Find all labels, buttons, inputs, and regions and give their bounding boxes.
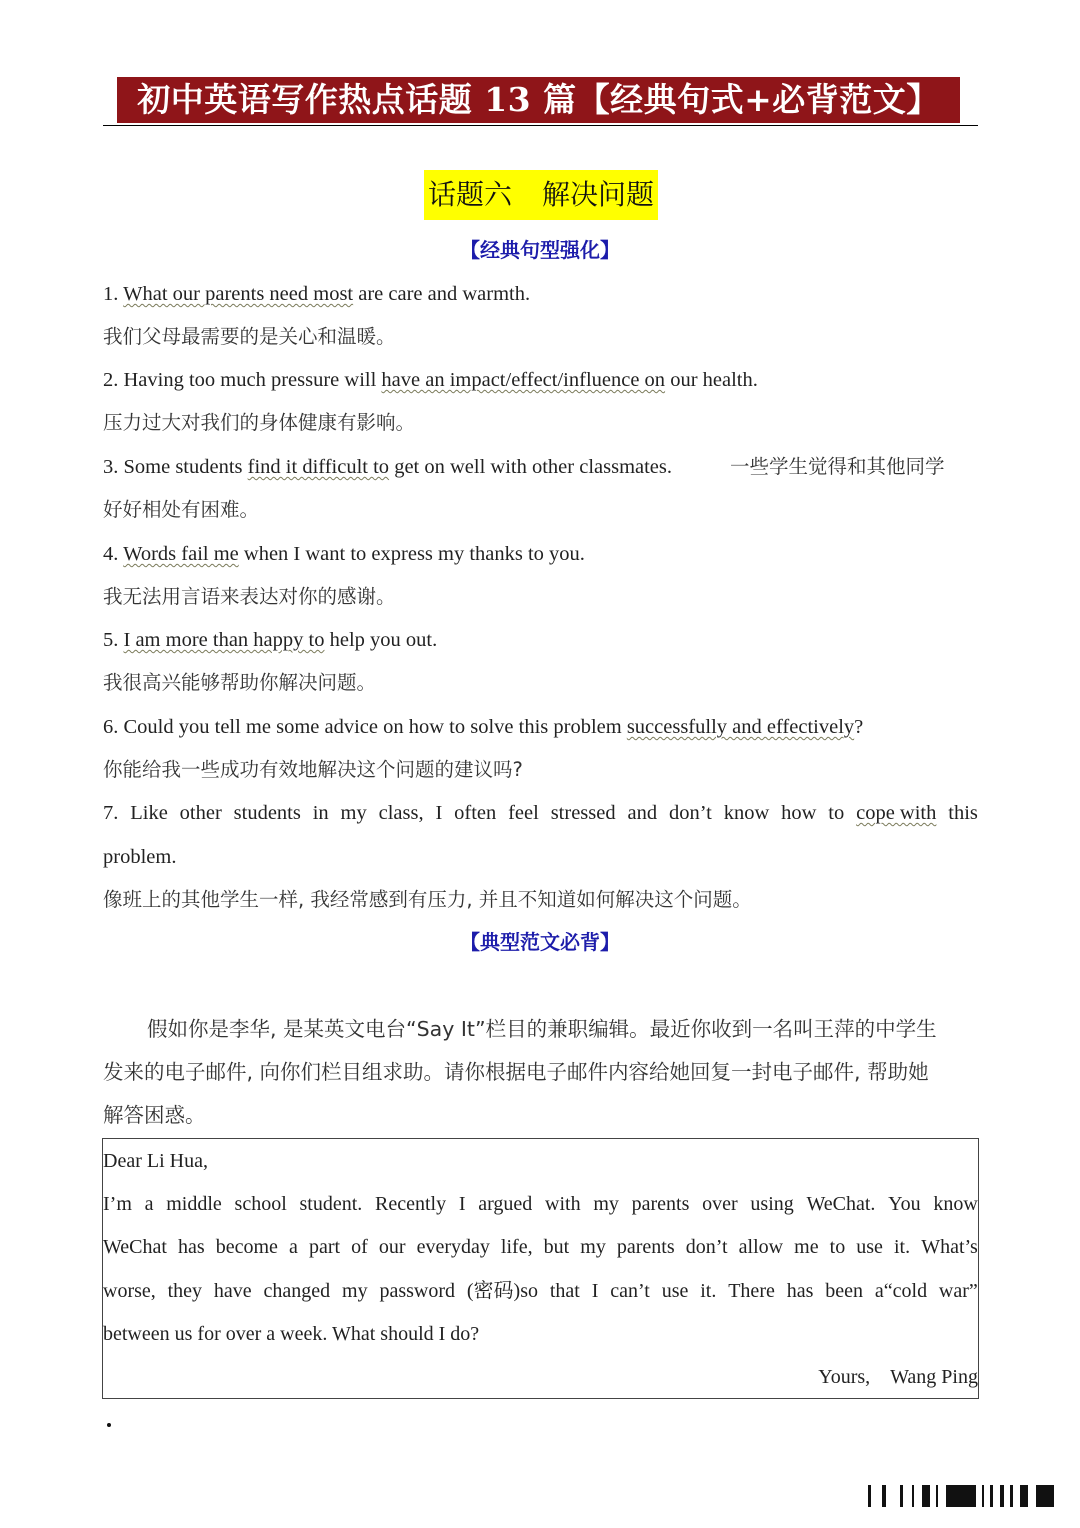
sentence-3-zh-inline: 一些学生觉得和其他同学 [730, 455, 945, 478]
sentence-5-en: 5. I am more than happy to help you out. [103, 629, 438, 651]
letter-line-2 [103, 1233, 978, 1261]
sentence-2-en: 2. Having too much pressure will have an impact/effect/influence on our health. [103, 369, 758, 391]
letter-word: WeChat [103, 1236, 167, 1258]
letter-word: war” [938, 1280, 978, 1302]
letter-word: everyday [416, 1236, 490, 1258]
letter-word: You [888, 1193, 921, 1215]
letter-box [102, 1138, 979, 1399]
bullet-dot [107, 1423, 111, 1427]
letter-word: they [167, 1280, 203, 1302]
letter-word: (密码)so [466, 1280, 538, 1302]
sentence-4-en: 4. Words fail me when I want to express my thanks to you. [103, 543, 585, 565]
prompt-line-3: 解答困惑。 [103, 1103, 206, 1127]
letter-word: a [144, 1193, 154, 1215]
sentence-4-zh: 我无法用言语来表达对你的感谢。 [103, 585, 396, 608]
letter-word: using [750, 1193, 794, 1215]
letter-word: parents [616, 1236, 675, 1258]
letter-word: Recently [375, 1193, 447, 1215]
prompt-line-2: 发来的电子邮件, 向你们栏目组求助。请你根据电子邮件内容给她回复一封电子邮件, 帮助她 [103, 1060, 929, 1084]
letter-line-1 [103, 1190, 978, 1218]
sentence-7-en-tail: problem. [103, 846, 177, 868]
letter-word: worse, [103, 1280, 156, 1302]
sentence-3-en: 3. Some students find it difficult to get on well with other classmates. [103, 456, 673, 478]
letter-closing: Yours, [818, 1366, 871, 1388]
letter-word: life, [500, 1236, 533, 1258]
letter-word: school [234, 1193, 287, 1215]
letter-word: it. [894, 1236, 911, 1258]
topic-title [424, 170, 658, 220]
letter-word: allow [738, 1236, 784, 1258]
letter-word: There [728, 1280, 775, 1302]
sentence-6-zh: 你能给我一些成功有效地解决这个问题的建议吗? [103, 758, 523, 781]
letter-word: What’s [921, 1236, 978, 1258]
letter-word: with [545, 1193, 581, 1215]
letter-line-3 [103, 1277, 978, 1305]
sentence-1-zh: 我们父母最需要的是关心和温暖。 [103, 325, 396, 348]
letter-word: can’t [610, 1280, 650, 1302]
topic-name: 解决问题 [542, 178, 655, 211]
letter-word: password [379, 1280, 456, 1302]
letter-word: me [794, 1236, 819, 1258]
page-title: 初中英语写作热点话题 13 篇【经典句式+必背范文】 [117, 77, 960, 123]
letter-line-4: between us for over a week. What should I do? [103, 1323, 480, 1345]
letter-word: my [593, 1193, 619, 1215]
letter-word: I [591, 1280, 599, 1302]
sentence-2-zh: 压力过大对我们的身体健康有影响。 [103, 411, 416, 434]
letter-word: it. [700, 1280, 717, 1302]
prompt-line-1: 假如你是李华, 是某英文电台“Say It”栏目的兼职编辑。最近你收到一名叫王萍的中学生 [147, 1017, 937, 1041]
letter-word: has [786, 1280, 814, 1302]
essay-heading: 【典型范文必背】 [460, 930, 620, 954]
letter-signature: Wang Ping [890, 1366, 978, 1388]
letter-word: that [549, 1280, 580, 1302]
letter-word: part [308, 1236, 341, 1258]
letter-word: has [178, 1236, 205, 1258]
sentence-7-en: 7. Like other students in my class, I often feel stressed and don’t know how to cope with this [103, 802, 978, 824]
letter-word: use [856, 1236, 883, 1258]
title-rule [103, 125, 978, 126]
letter-word: but [543, 1236, 570, 1258]
letter-word: use [661, 1280, 689, 1302]
letter-word: our [378, 1236, 406, 1258]
letter-word: argued [478, 1193, 533, 1215]
letter-signoff [818, 1363, 978, 1391]
letter-greeting: Dear Li Hua, [103, 1150, 208, 1172]
letter-word: my [342, 1280, 368, 1302]
letter-word: middle [166, 1193, 222, 1215]
letter-word: student. [299, 1193, 363, 1215]
sentence-6-en: 6. Could you tell me some advice on how to solve this problem successfully and effectively? [103, 716, 864, 738]
letter-word: over [702, 1193, 738, 1215]
sentence-5-zh: 我很高兴能够帮助你解决问题。 [103, 671, 377, 694]
letter-word: parents [631, 1193, 690, 1215]
letter-word: don’t [685, 1236, 728, 1258]
topic-number: 话题六 [427, 178, 512, 211]
letter-word: changed [263, 1280, 331, 1302]
letter-word: WeChat. [806, 1193, 876, 1215]
letter-word: I’m [103, 1193, 132, 1215]
letter-word: I [458, 1193, 466, 1215]
sentence-3-zh: 好好相处有困难。 [103, 498, 260, 521]
letter-word: a“cold [874, 1280, 928, 1302]
letter-word: to [829, 1236, 846, 1258]
letter-word: of [351, 1236, 368, 1258]
letter-word: have [213, 1280, 252, 1302]
letter-word: know [933, 1193, 978, 1215]
sentences-heading: 【经典句型强化】 [460, 238, 620, 262]
letter-word: been [825, 1280, 864, 1302]
letter-word: my [580, 1236, 606, 1258]
letter-word: a [288, 1236, 298, 1258]
letter-word: become [215, 1236, 278, 1258]
sentence-1-en: 1. What our parents need most are care and warmth. [103, 283, 531, 305]
sentence-7-zh: 像班上的其他学生一样, 我经常感到有压力, 并且不知道如何解决这个问题。 [103, 888, 752, 911]
